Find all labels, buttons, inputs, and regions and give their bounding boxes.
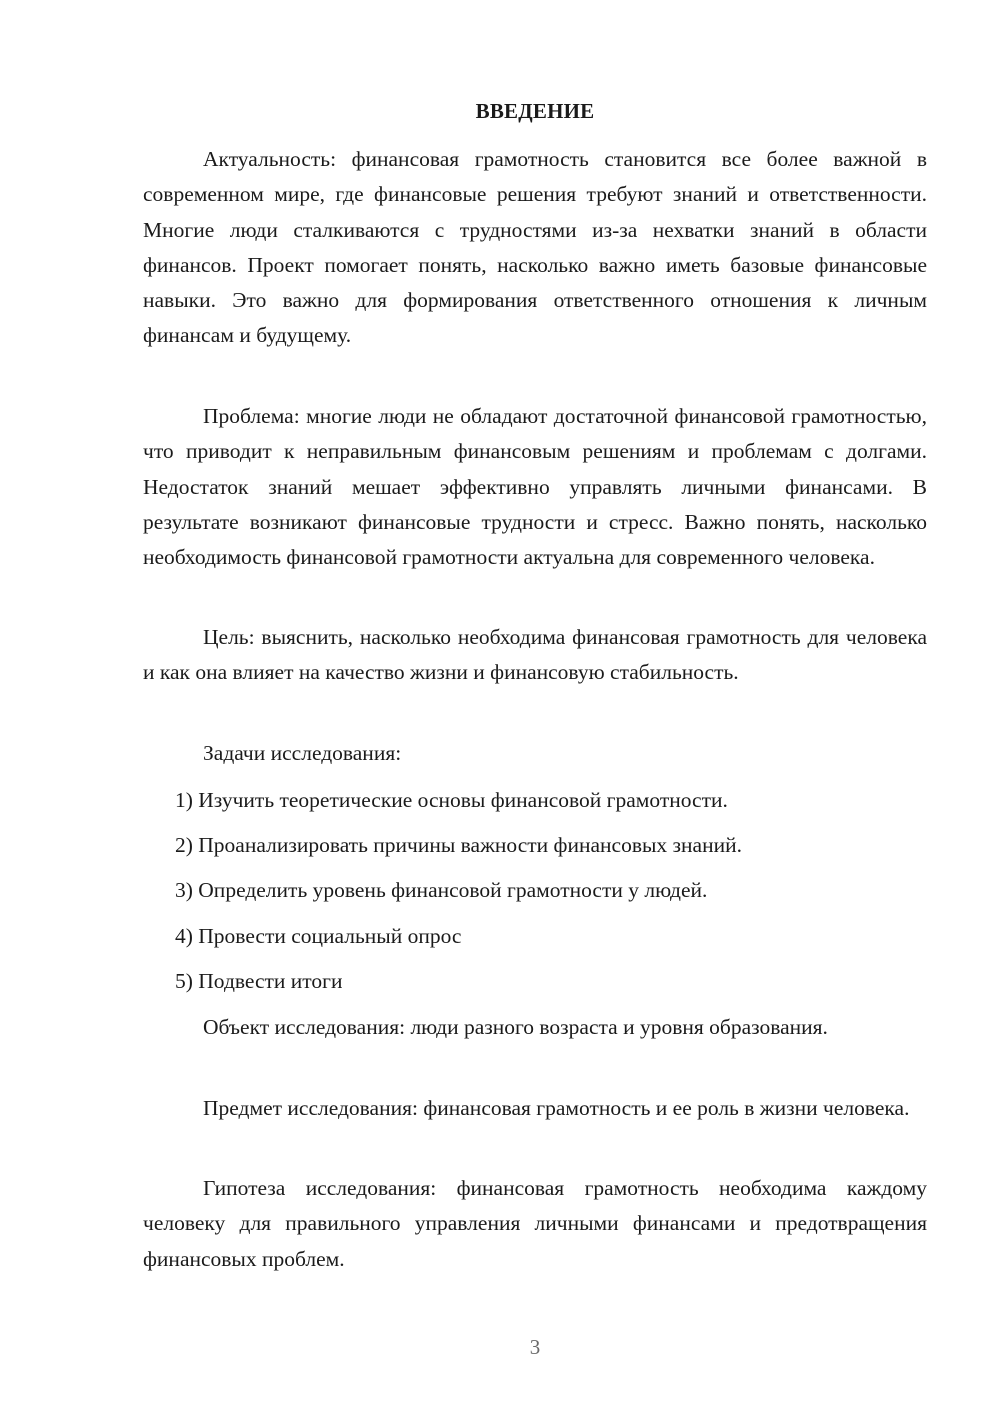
paragraph-problem: Проблема: многие люди не обладают достаточной финансовой грамотностью, что приводит к неправильным финансовым решениям и проблемам с долгами. Недостаток знаний мешает эффективно управлять личными финансами. В результате возникают финансовые трудности и стресс. Важно понять, насколько необходимость финансовой грамотности актуальна для современного человека. [143, 404, 927, 570]
paragraph-relevance: Актуальность: финансовая грамотность становится все более важной в современном мире, где финансовые решения требуют знаний и ответственности. Многие люди сталкиваются с трудностями из-за нехватки знаний в области финансов. Проект помогает понять, насколько важно иметь базовые финансовые навыки. Это важно для формирования ответственного отношения к личным финансам и будущему. [143, 147, 927, 348]
page-number: 3 [529, 1335, 541, 1359]
document-title: ВВЕДЕНИЕ [475, 99, 595, 123]
task-item: 4) Провести социальный опрос [175, 924, 462, 948]
task-item: 1) Изучить теоретические основы финансовой грамотности. [175, 788, 728, 812]
task-item: 5) Подвести итоги [175, 969, 343, 993]
paragraph-subject: Предмет исследования: финансовая грамотность и ее роль в жизни человека. [203, 1096, 910, 1120]
tasks-heading: Задачи исследования: [203, 741, 402, 765]
task-item: 2) Проанализировать причины важности финансовых знаний. [175, 833, 742, 857]
task-item: 3) Определить уровень финансовой грамотности у людей. [175, 878, 708, 902]
paragraph-goal: Цель: выяснить, насколько необходима финансовая грамотность для человека и как она влияет на качество жизни и финансовую стабильность. [143, 625, 927, 685]
paragraph-object: Объект исследования: люди разного возраста и уровня образования. [203, 1015, 828, 1039]
paragraph-hypothesis: Гипотеза исследования: финансовая грамотность необходима каждому человеку для правильного управления личными финансами и предотвращения финансовых проблем. [143, 1176, 927, 1271]
